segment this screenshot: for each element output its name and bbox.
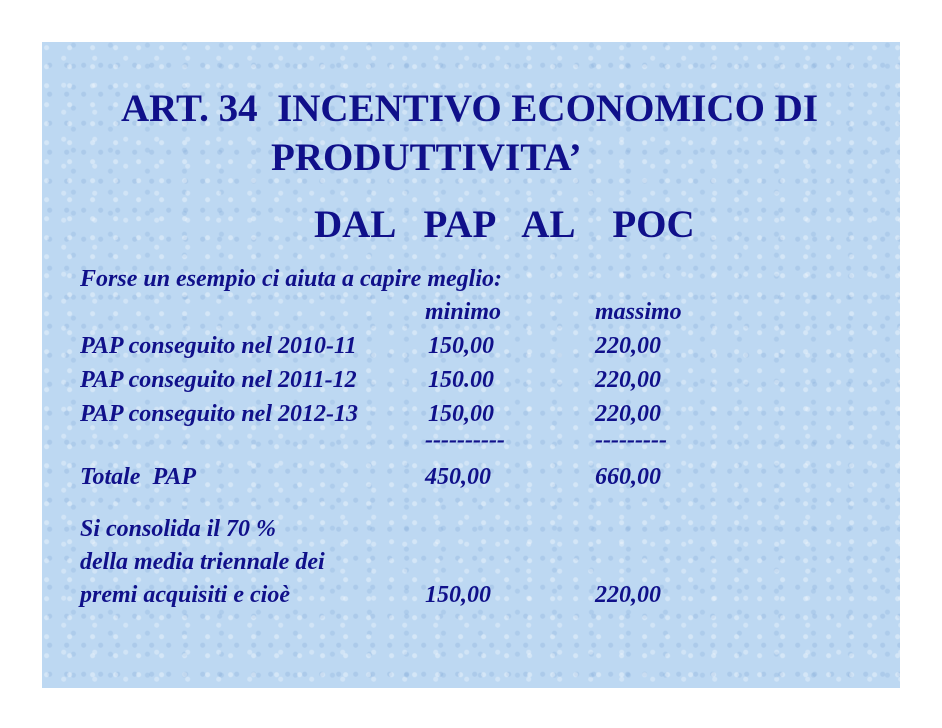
consolidation-max-value: 220,00 (595, 582, 661, 608)
consolidation-text-2: della media triennale dei (80, 549, 325, 575)
separator-max: --------- (595, 427, 667, 453)
consolidation-row (42, 583, 900, 613)
consolidation-line (42, 550, 900, 580)
row-max-value: 220,00 (595, 367, 661, 393)
header-min: minimo (425, 299, 502, 325)
separator-min: ---------- (425, 427, 505, 453)
row-max-value: 220,00 (595, 333, 661, 359)
row-label: PAP conseguito nel 2012-13 (80, 401, 358, 427)
total-row (42, 465, 900, 495)
title-line-1: ART. 34 INCENTIVO ECONOMICO DI (121, 87, 819, 130)
row-min-value: 150,00 (428, 333, 494, 359)
row-label: PAP conseguito nel 2011-12 (80, 367, 357, 393)
total-label: Totale PAP (80, 464, 196, 490)
intro-text: Forse un esempio ci aiuta a capire meglio: (80, 266, 502, 292)
separator-row (42, 428, 900, 458)
table-row (42, 368, 900, 398)
title-line-2: PRODUTTIVITA’ (271, 136, 582, 179)
table-header-row (42, 300, 900, 330)
row-label: PAP conseguito nel 2010-11 (80, 333, 357, 359)
consolidation-text-3: premi acquisiti e cioè (80, 582, 290, 608)
row-min-value: 150,00 (428, 401, 494, 427)
consolidation-text-1: Si consolida il 70 % (80, 516, 277, 542)
table-row (42, 334, 900, 364)
row-max-value: 220,00 (595, 401, 661, 427)
header-max: massimo (595, 299, 682, 325)
total-min-value: 450,00 (425, 464, 491, 490)
consolidation-min-value: 150,00 (425, 582, 491, 608)
slide (42, 42, 900, 688)
total-max-value: 660,00 (595, 464, 661, 490)
consolidation-line (42, 517, 900, 547)
subtitle: DAL PAP AL POC (314, 203, 695, 246)
row-min-value: 150.00 (428, 367, 494, 393)
